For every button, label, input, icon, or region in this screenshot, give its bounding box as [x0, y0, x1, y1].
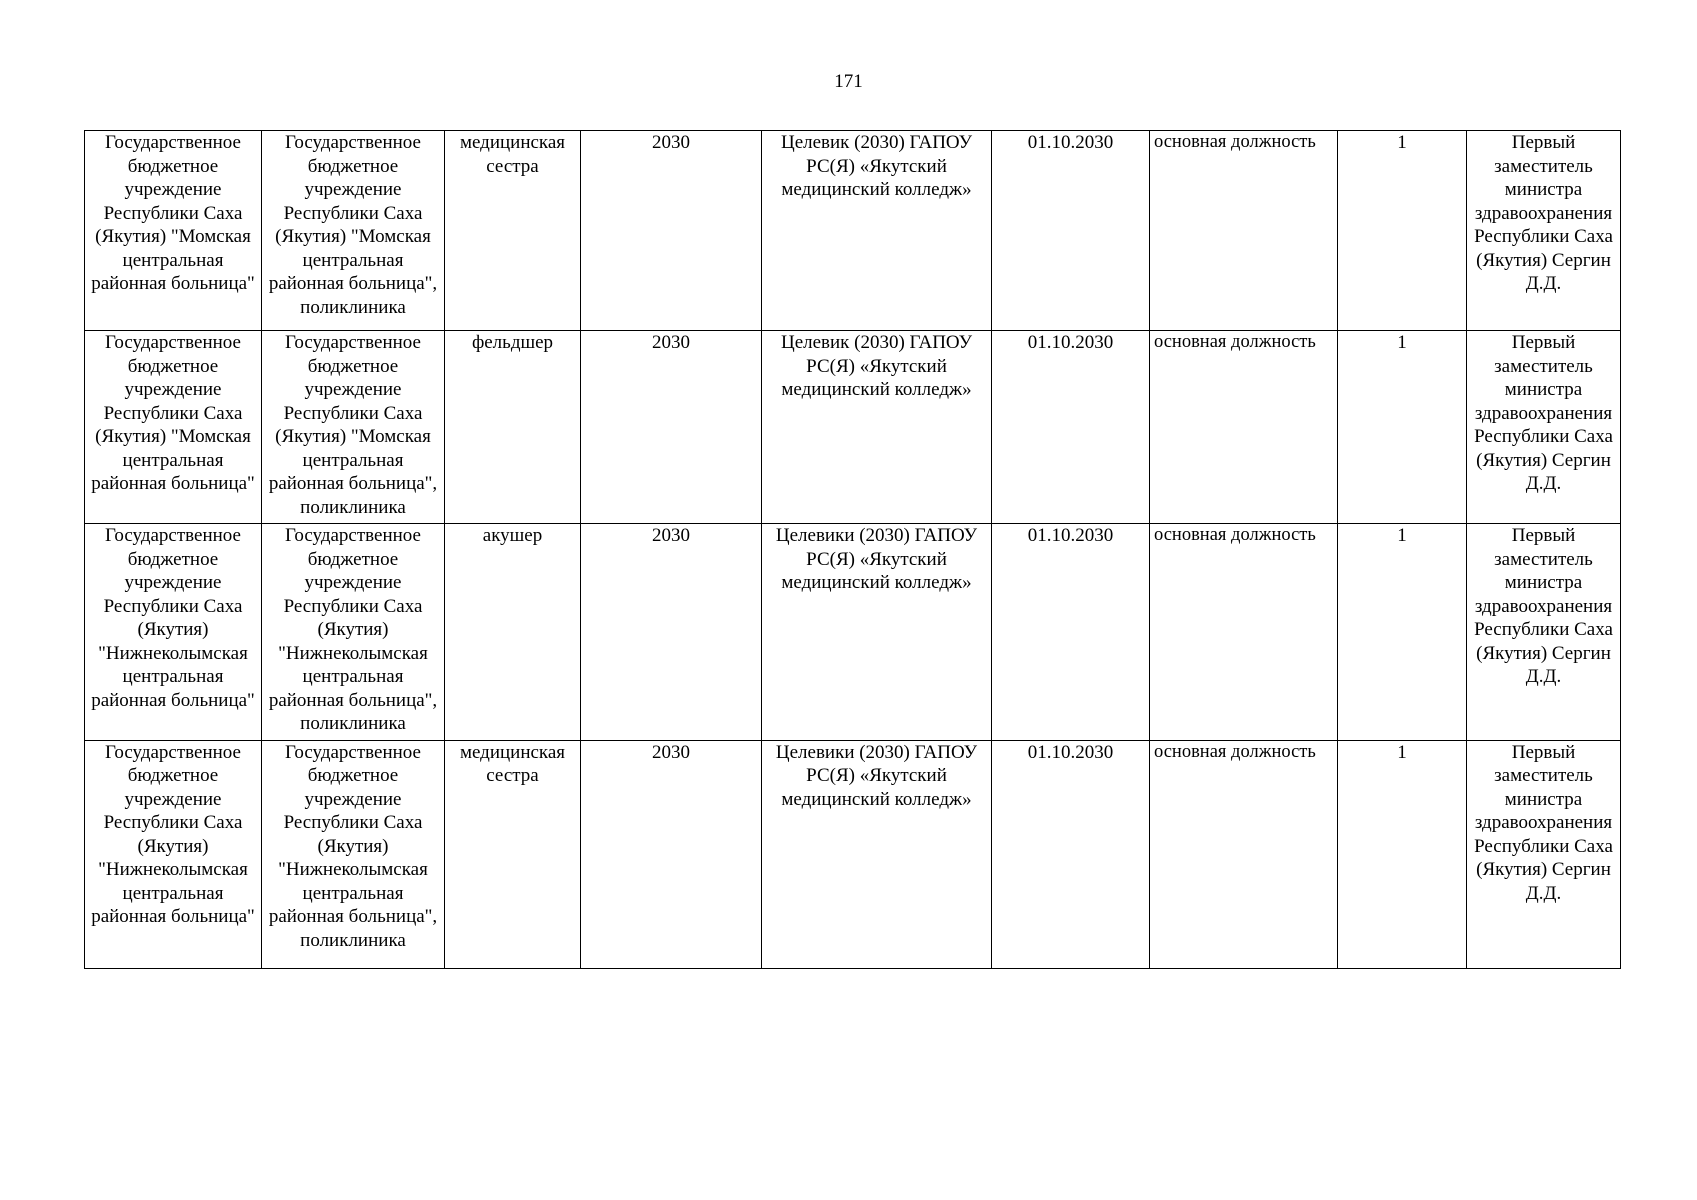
date-cell: 01.10.2030: [992, 331, 1150, 524]
date-cell: 01.10.2030: [992, 131, 1150, 331]
responsible-cell: Первый заместитель министра здравоохранения Республики Саха (Якутия) Сергин Д.Д.: [1467, 524, 1621, 741]
year-cell: 2030: [581, 740, 762, 968]
table-row: [85, 131, 1621, 331]
source-cell: Целевики (2030) ГАПОУ РС(Я) «Якутский медицинский колледж»: [762, 740, 992, 968]
page-number: 171: [834, 71, 863, 92]
table-row: [85, 331, 1621, 524]
position-cell: акушер: [445, 524, 581, 741]
position-type-cell: основная должность: [1150, 131, 1338, 331]
count-cell: 1: [1338, 524, 1467, 741]
year-cell: 2030: [581, 131, 762, 331]
position-cell: медицинская сестра: [445, 740, 581, 968]
organization-cell: Государственное бюджетное учреждение Республики Саха (Якутия) "Момская центральная районная больница": [85, 331, 262, 524]
workplace-cell: Государственное бюджетное учреждение Республики Саха (Якутия) "Момская центральная районная больница", поликлиника: [262, 331, 445, 524]
workplace-cell: Государственное бюджетное учреждение Республики Саха (Якутия) "Момская центральная районная больница", поликлиника: [262, 131, 445, 331]
table-row: [85, 740, 1621, 968]
position-type-cell: основная должность: [1150, 331, 1338, 524]
responsible-cell: Первый заместитель министра здравоохранения Республики Саха (Якутия) Сергин Д.Д.: [1467, 131, 1621, 331]
vacancy-table: [84, 130, 1621, 969]
position-type-cell: основная должность: [1150, 524, 1338, 741]
position-type-cell: основная должность: [1150, 740, 1338, 968]
year-cell: 2030: [581, 331, 762, 524]
responsible-cell: Первый заместитель министра здравоохранения Республики Саха (Якутия) Сергин Д.Д.: [1467, 331, 1621, 524]
position-cell: фельдшер: [445, 331, 581, 524]
position-cell: медицинская сестра: [445, 131, 581, 331]
source-cell: Целевик (2030) ГАПОУ РС(Я) «Якутский медицинский колледж»: [762, 131, 992, 331]
date-cell: 01.10.2030: [992, 524, 1150, 741]
workplace-cell: Государственное бюджетное учреждение Республики Саха (Якутия) "Нижнеколымская центральная районная больница", поликлиника: [262, 740, 445, 968]
workplace-cell: Государственное бюджетное учреждение Республики Саха (Якутия) "Нижнеколымская центральная районная больница", поликлиника: [262, 524, 445, 741]
table-row: [85, 524, 1621, 741]
year-cell: 2030: [581, 524, 762, 741]
count-cell: 1: [1338, 331, 1467, 524]
date-cell: 01.10.2030: [992, 740, 1150, 968]
organization-cell: Государственное бюджетное учреждение Республики Саха (Якутия) "Нижнеколымская центральная районная больница": [85, 524, 262, 741]
source-cell: Целевики (2030) ГАПОУ РС(Я) «Якутский медицинский колледж»: [762, 524, 992, 741]
organization-cell: Государственное бюджетное учреждение Республики Саха (Якутия) "Нижнеколымская центральная районная больница": [85, 740, 262, 968]
source-cell: Целевик (2030) ГАПОУ РС(Я) «Якутский медицинский колледж»: [762, 331, 992, 524]
count-cell: 1: [1338, 131, 1467, 331]
responsible-cell: Первый заместитель министра здравоохранения Республики Саха (Якутия) Сергин Д.Д.: [1467, 740, 1621, 968]
count-cell: 1: [1338, 740, 1467, 968]
organization-cell: Государственное бюджетное учреждение Республики Саха (Якутия) "Момская центральная районная больница": [85, 131, 262, 331]
